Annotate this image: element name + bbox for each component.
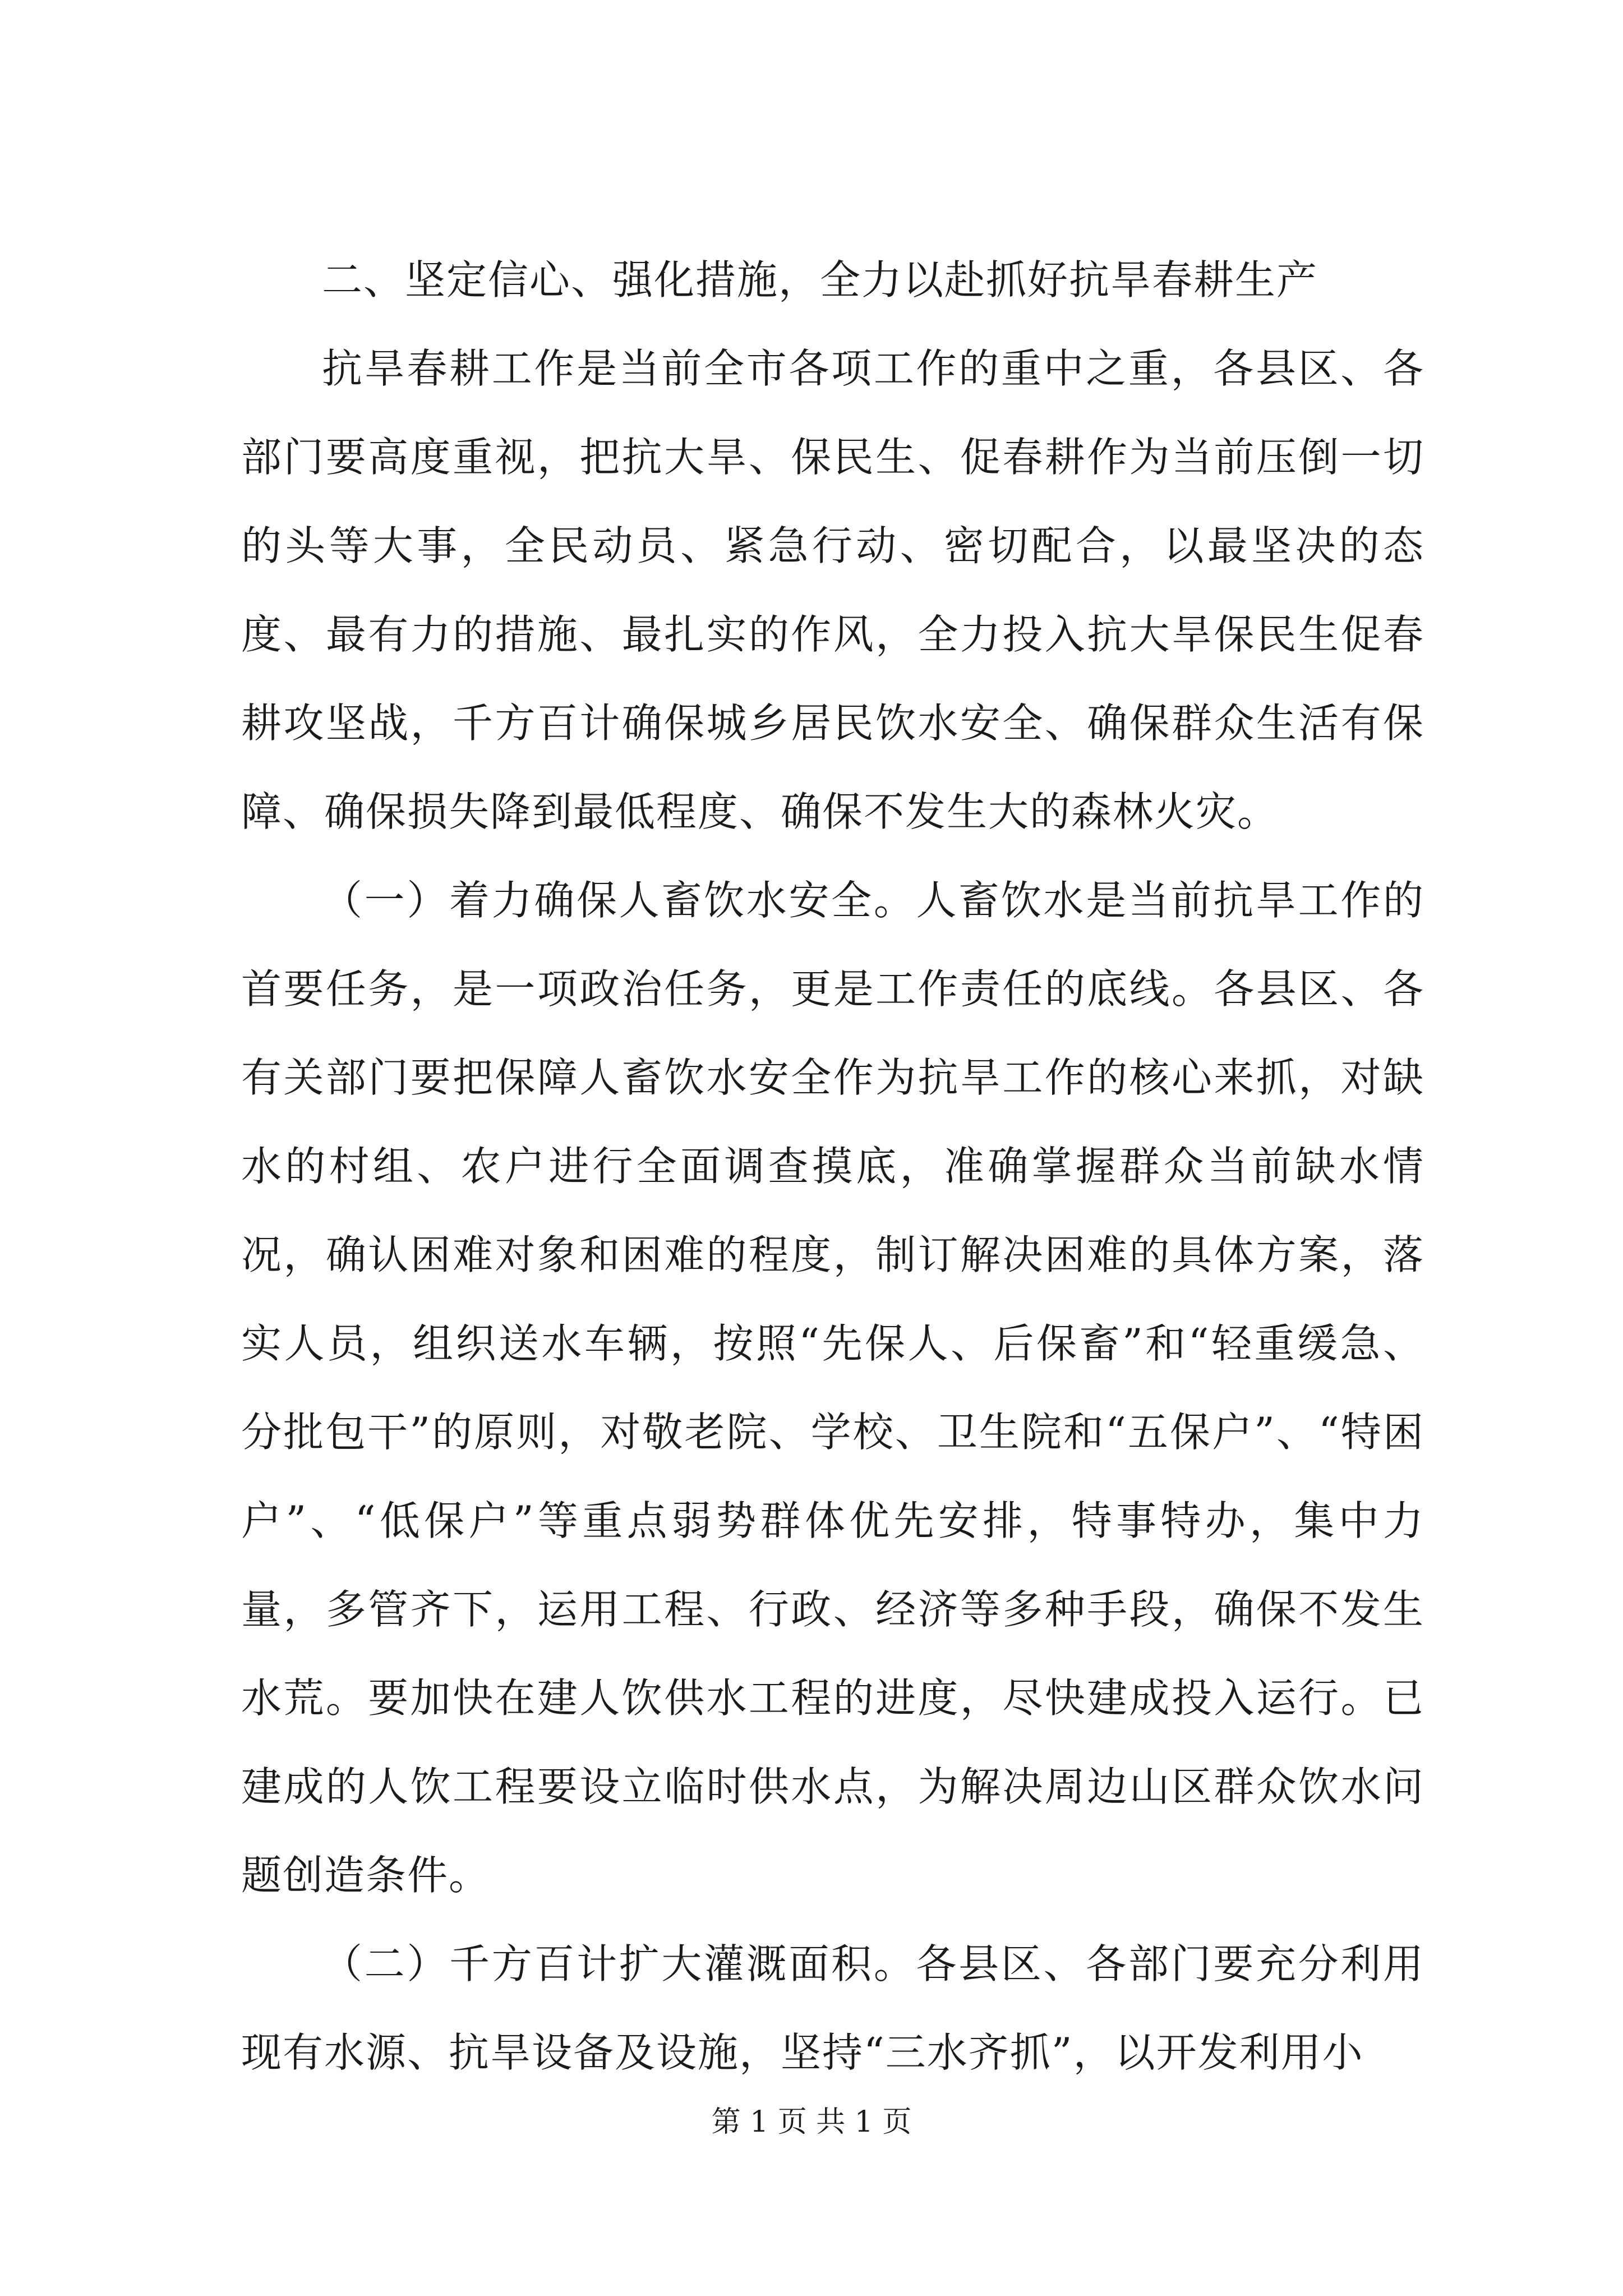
- page-footer: 第 1 页 共 1 页: [711, 2105, 912, 2139]
- paragraph-intro: 抗旱春耕工作是当前全市各项工作的重中之重，各县区、各部门要高度重视，把抗大旱、保民生、促春耕作为当前压倒一切的头等大事，全民动员、紧急行动、密切配合，以最坚决的态度、最有力的措施、最扎实的作风，全力投入抗大旱保民生促春耕攻坚战，千方百计确保城乡居民饮水安全、确保群众生活有保障、确保损失降到最低程度、确保不发生大的森林火灾。: [241, 345, 1424, 835]
- paragraph-irrigation: （二）千方百计扩大灌溉面积。各县区、各部门要充分利用现有水源、抗旱设备及设施，坚持“三水齐抓”，以开发利用小: [241, 1940, 1424, 2076]
- document-body: [241, 236, 1424, 2097]
- paragraph-drinking-water: （一）着力确保人畜饮水安全。人畜饮水是当前抗旱工作的首要任务，是一项政治任务，更是工作责任的底线。各县区、各有关部门要把保障人畜饮水安全作为抗旱工作的核心来抓，对缺水的村组、农户进行全面调查摸底，准确掌握群众当前缺水情况，确认困难对象和困难的程度，制订解决困难的具体方案，落实人员，组织送水车辆，按照“先保人、后保畜”和“轻重缓急、分批包干”的原则，对敬老院、学校、卫生院和“五保户”、“特困户”、“低保户”等重点弱势群体优先安排，特事特办，集中力量，多管齐下，运用工程、行政、经济等多种手段，确保不发生水荒。要加快在建人饮供水工程的进度，尽快建成投入运行。已建成的人饮工程要设立临时供水点，为解决周边山区群众饮水问题创造条件。: [241, 877, 1424, 1899]
- section-heading: 二、坚定信心、强化措施，全力以赴抓好抗旱春耕生产: [322, 256, 1318, 303]
